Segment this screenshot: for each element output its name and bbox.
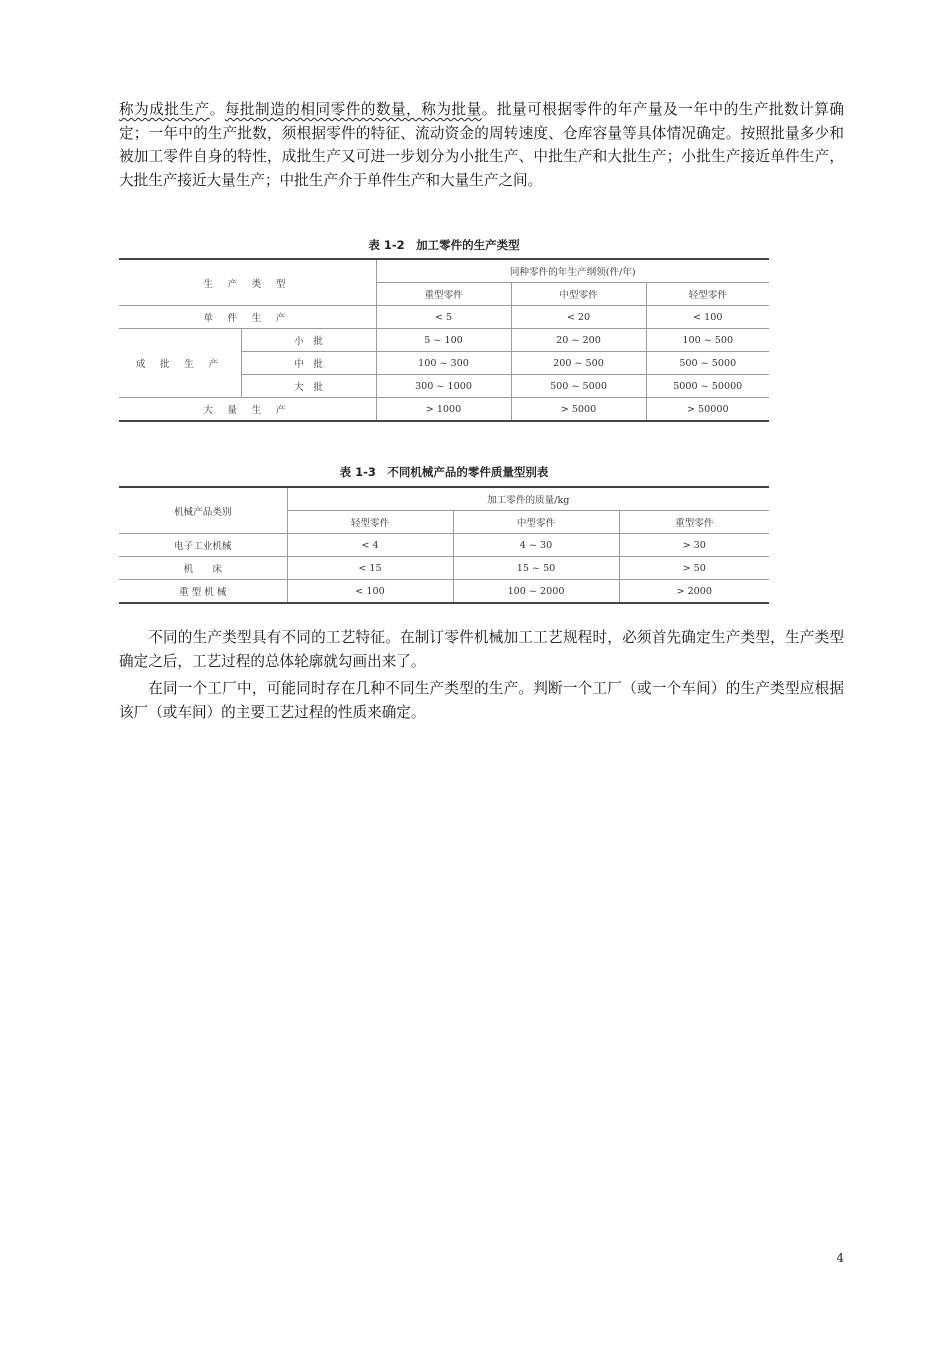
cell: 5000 ~ 50000: [646, 375, 769, 398]
table-row: [119, 534, 769, 557]
header-product-category: 机械产品类别: [119, 487, 287, 534]
table-row: [119, 306, 769, 329]
cell: 4 ~ 30: [453, 534, 619, 557]
table-row: [119, 580, 769, 604]
cell: 20 ~ 200: [511, 329, 646, 352]
cell: < 5: [376, 306, 511, 329]
cell: 15 ~ 50: [453, 557, 619, 580]
cell: > 5000: [511, 398, 646, 422]
paragraph-1-rest: 。批量可根据零件的年产量及一年中的生产批数计算确定；一年中的生产批数，须根据零件的特征、流动资金的周转速度、仓库容量等具体情况确定。按照批量多少和被加工零件自身的特性，成批生产又可进一步划分为小批生产、中批生产和大批生产；小批生产接近单件生产，大批生产接近大量生产；中批生产介于单件生产和大量生产之间。: [119, 101, 844, 189]
header-medium-part: 中型零件: [511, 283, 646, 306]
paragraph-3: 在同一个工厂中，可能同时存在几种不同生产类型的生产。判断一个工厂（或一个车间）的生产类型应根据该厂（或车间）的主要工艺过程的性质来确定。: [119, 680, 844, 721]
header-medium-part: 中型零件: [453, 511, 619, 534]
cell: > 30: [619, 534, 769, 557]
row-label: 单 件 生 产: [119, 306, 376, 329]
cell: < 20: [511, 306, 646, 329]
table-row: [119, 557, 769, 580]
separator: 。: [209, 101, 225, 118]
table-row: [119, 329, 769, 352]
header-part-mass: 加工零件的质量/kg: [287, 487, 769, 511]
table-1-2: [119, 258, 769, 422]
cell: < 15: [287, 557, 453, 580]
table-row: [119, 259, 769, 283]
row-label: 机 床: [119, 557, 287, 580]
cell: < 4: [287, 534, 453, 557]
row-label-batch: 成 批 生 产: [119, 329, 241, 398]
cell: 200 ~ 500: [511, 352, 646, 375]
row-sublabel: 大 批: [241, 375, 376, 398]
cell: < 100: [646, 306, 769, 329]
term-batch-production: 称为成批生产: [119, 101, 210, 118]
table-row: [119, 487, 769, 511]
paragraph-2: 不同的生产类型具有不同的工艺特征。在制订零件机械加工工艺规程时，必须首先确定生产类型，生产类型确定之后，工艺过程的总体轮廓就勾画出来了。: [119, 629, 844, 670]
cell: 500 ~ 5000: [511, 375, 646, 398]
cell: < 100: [287, 580, 453, 604]
term-batch-size: 每批制造的相同零件的数量，称为批量: [224, 101, 482, 118]
header-heavy-part: 重型零件: [619, 511, 769, 534]
row-sublabel: 小 批: [241, 329, 376, 352]
row-sublabel: 中 批: [241, 352, 376, 375]
cell: > 1000: [376, 398, 511, 422]
row-label: 电子工业机械: [119, 534, 287, 557]
header-production-type: 生 产 类 型: [119, 259, 376, 306]
table-1-3-caption: 表 1-3 不同机械产品的零件质量型别表: [339, 465, 549, 479]
table-1-2-caption: 表 1-2 加工零件的生产类型: [368, 238, 520, 252]
header-heavy-part: 重型零件: [376, 283, 511, 306]
cell: > 50000: [646, 398, 769, 422]
cell: 100 ~ 500: [646, 329, 769, 352]
paragraph-1: [119, 98, 844, 192]
cell: 5 ~ 100: [376, 329, 511, 352]
header-light-part: 轻型零件: [646, 283, 769, 306]
cell: > 2000: [619, 580, 769, 604]
table-1-3: [119, 486, 769, 604]
page-number: 4: [836, 1251, 844, 1265]
cell: > 50: [619, 557, 769, 580]
table-row: [119, 398, 769, 422]
cell: 500 ~ 5000: [646, 352, 769, 375]
header-annual-output: 同种零件的年生产纲领(件/年): [376, 259, 769, 283]
row-label: 大 量 生 产: [119, 398, 376, 422]
cell: 100 ~ 300: [376, 352, 511, 375]
cell: 100 ~ 2000: [453, 580, 619, 604]
row-label: 重 型 机 械: [119, 580, 287, 604]
header-light-part: 轻型零件: [287, 511, 453, 534]
cell: 300 ~ 1000: [376, 375, 511, 398]
